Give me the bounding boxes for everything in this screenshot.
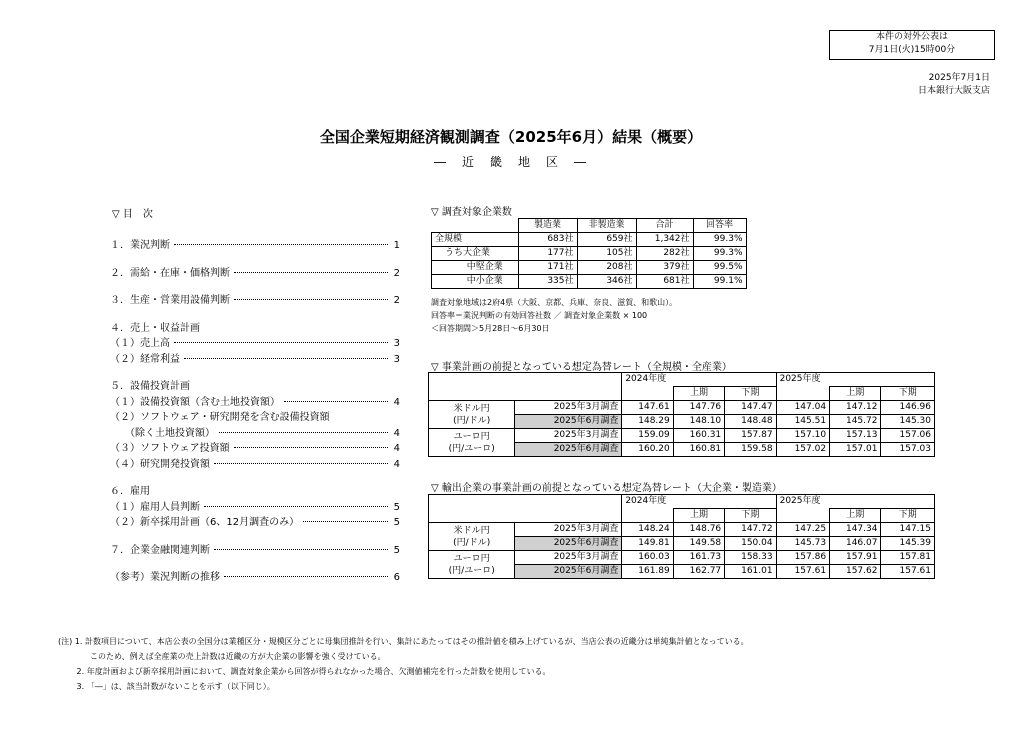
currency-pair-label	[429, 523, 515, 551]
currency-unit: (円/ユーロ)	[448, 443, 495, 454]
toc-leader-dots	[234, 447, 388, 448]
toc-leader-dots	[214, 463, 388, 464]
fiscal-year-label: 2025年度	[776, 495, 934, 509]
survey-cell: 379社	[636, 261, 693, 275]
survey-row-label: 中小企業	[432, 275, 519, 289]
rate-cell: 149.81	[622, 537, 673, 551]
currency-pair-label	[429, 429, 515, 457]
survey-column-header: 製造業	[518, 219, 577, 233]
survey-cell: 659社	[577, 233, 636, 247]
toc-item	[110, 439, 400, 455]
survey-note-line: ＜回答期間＞5月28日～6月30日	[431, 324, 550, 333]
rate-cell: 159.09	[622, 429, 673, 443]
rate-cell: 157.81	[881, 551, 935, 565]
rate-cell: 147.04	[776, 401, 829, 415]
branch-name: 日本銀行大阪支店	[917, 86, 990, 96]
survey-column-header: 非製造業	[577, 219, 636, 233]
survey-cell: 681社	[636, 275, 693, 289]
full-year-label	[776, 387, 829, 401]
toc-leader-dots	[234, 299, 388, 300]
table-row	[429, 429, 935, 443]
half-year-label: 下期	[881, 509, 935, 523]
toc-item-label: （１）売上高	[110, 338, 170, 349]
toc-item-page: 5	[393, 544, 400, 556]
toc-item-label: （２）ソフトウェア・研究開発を含む設備投資額	[110, 412, 330, 423]
toc-item	[110, 408, 400, 424]
rate-cell: 147.72	[725, 523, 776, 537]
currency-name: ユーロ円	[453, 431, 490, 442]
release-notice-line-2: 7月1日(火)15時00分	[868, 45, 956, 55]
survey-cell: 346社	[577, 275, 636, 289]
toc-item-label: （４）研究開発投資額	[110, 458, 210, 470]
rate-cell: 157.87	[725, 429, 776, 443]
rate-cell: 162.77	[673, 565, 724, 579]
toc-item-label: （３）ソフトウェア投資額	[110, 443, 230, 454]
toc-item-label: １．業況判断	[110, 240, 170, 251]
survey-row-label: うち大企業	[432, 247, 519, 261]
toc-item-page: 2	[393, 267, 400, 279]
rate-cell: 146.96	[881, 401, 935, 415]
toc-item	[110, 264, 400, 280]
survey-cell: 105社	[577, 247, 636, 261]
footnote-line: このため、例えば全産業の売上計数は近畿の方が大企業の影響を強く受けている。	[58, 652, 386, 661]
toc-item-page: 2	[393, 295, 400, 306]
currency-pair-label	[429, 551, 515, 579]
toc-item-label: （２）経常利益	[110, 353, 180, 365]
rate-cell: 147.76	[673, 401, 724, 415]
rate-cell: 157.10	[776, 429, 829, 443]
rate-cell: 147.25	[776, 523, 829, 537]
currency-unit: (円/ドル)	[453, 415, 491, 426]
survey-cell: 683社	[518, 233, 577, 247]
exchange-rate-table-exporters	[428, 494, 935, 579]
table-row	[432, 233, 747, 247]
fiscal-year-label: 2024年度	[622, 495, 776, 509]
survey-column-header: 回答率	[693, 219, 746, 233]
half-year-label: 下期	[725, 387, 776, 401]
page-subtitle: ― 近 畿 地 区 ―	[433, 155, 588, 169]
survey-period-label: 2025年6月調査	[515, 537, 622, 551]
survey-notes	[431, 296, 677, 335]
toc-leader-dots	[184, 358, 388, 359]
table-row	[432, 247, 747, 261]
rate-cell: 148.76	[673, 523, 724, 537]
toc-item-page: 4	[393, 427, 400, 439]
survey-column-header: 合計	[636, 219, 693, 233]
footnote-line: (注) 1. 計数項目について、本店公表の全国分は業種区分・規模区分ごとに母集団推計を行い、集計にあたってはその推計値を積み上げているが、当店公表の近畿分は単純集計値となっている。	[58, 637, 749, 646]
survey-cell: 1,342社	[636, 233, 693, 247]
currency-name: 米ドル円	[453, 525, 490, 536]
footnote-line: 3. 「―」は、該当計数がないことを示す（以下同じ）。	[58, 682, 275, 691]
toc-item-label: （参考）業況判断の推移	[110, 572, 220, 583]
toc-item-page: 3	[393, 353, 400, 365]
toc-item-page: 5	[393, 517, 400, 528]
rate-cell: 145.30	[881, 415, 935, 429]
toc-item-label: ３．生産・営業用設備判断	[110, 295, 230, 306]
toc-item	[110, 393, 400, 409]
toc-item	[110, 482, 400, 498]
toc-item-label: ２．需給・在庫・価格判断	[110, 267, 230, 279]
toc-item-page: 4	[393, 458, 400, 470]
survey-cell: 335社	[518, 275, 577, 289]
table-of-contents	[110, 236, 400, 584]
survey-cell: 171社	[518, 261, 577, 275]
toc-item-page: 1	[393, 240, 400, 251]
rate-cell: 157.01	[830, 443, 881, 457]
toc-leader-dots	[174, 244, 388, 245]
toc-item	[110, 291, 400, 307]
survey-period-label: 2025年3月調査	[515, 551, 622, 565]
toc-item	[110, 568, 400, 584]
toc-leader-dots	[224, 576, 388, 577]
toc-leader-dots	[234, 272, 388, 273]
toc-item-page: 4	[393, 443, 400, 454]
release-notice-box	[829, 30, 995, 60]
toc-item-label: ６．雇用	[110, 486, 150, 497]
half-year-label: 上期	[830, 387, 881, 401]
rate-cell: 161.73	[673, 551, 724, 565]
toc-item-page: 4	[393, 396, 400, 408]
survey-note-line: 回答率＝業況判断の有効回答社数 ／ 調査対象企業数 × 100	[431, 311, 648, 320]
survey-cell: 282社	[636, 247, 693, 261]
rate-cell: 160.20	[622, 443, 673, 457]
table-row	[429, 523, 935, 537]
rate-corner-cell	[429, 373, 622, 401]
rate-cell: 146.07	[830, 537, 881, 551]
rate-cell: 157.03	[881, 443, 935, 457]
toc-item-label: ５．設備投資計画	[110, 381, 190, 392]
rate-cell: 157.06	[881, 429, 935, 443]
half-year-label: 上期	[673, 509, 724, 523]
rate-cell: 147.47	[725, 401, 776, 415]
rate-cell: 161.01	[725, 565, 776, 579]
rate-cell: 157.91	[830, 551, 881, 565]
toc-leader-dots	[303, 521, 388, 522]
half-year-label: 下期	[881, 387, 935, 401]
rate-cell: 150.04	[725, 537, 776, 551]
toc-item-page: 5	[393, 501, 400, 513]
toc-leader-dots	[174, 342, 388, 343]
survey-period-label: 2025年6月調査	[515, 415, 622, 429]
rate-cell: 157.86	[776, 551, 829, 565]
page-title: 全国企業短期経済観測調査（2025年6月）結果（概要）	[319, 128, 703, 146]
survey-note-line: 調査対象地域は2府4県（大阪、京都、兵庫、奈良、滋賀、和歌山）。	[431, 298, 678, 307]
full-year-label	[622, 509, 673, 523]
toc-item	[110, 334, 400, 350]
rate-cell: 145.73	[776, 537, 829, 551]
table-row	[429, 401, 935, 415]
survey-heading: ▽ 調査対象企業数	[431, 207, 512, 218]
rate-cell: 147.12	[830, 401, 881, 415]
rate-table-1-heading: ▽ 事業計画の前提となっている想定為替レート（全規模・全産業）	[431, 362, 732, 373]
survey-period-label: 2025年3月調査	[515, 429, 622, 443]
table-row	[429, 551, 935, 565]
currency-unit: (円/ユーロ)	[448, 565, 495, 576]
survey-period-label: 2025年6月調査	[515, 443, 622, 457]
survey-cell: 99.3%	[693, 247, 746, 261]
rate-cell: 161.89	[622, 565, 673, 579]
toc-item	[110, 455, 400, 471]
rate-cell: 157.13	[830, 429, 881, 443]
rate-cell: 160.03	[622, 551, 673, 565]
rate-cell: 148.24	[622, 523, 673, 537]
rate-cell: 147.34	[830, 523, 881, 537]
survey-period-label: 2025年3月調査	[515, 523, 622, 537]
survey-cell: 99.5%	[693, 261, 746, 275]
rate-cell: 159.58	[725, 443, 776, 457]
toc-item	[110, 513, 400, 529]
rate-header-row-1	[429, 373, 935, 387]
rate-cell: 148.29	[622, 415, 673, 429]
survey-count-table	[431, 218, 747, 289]
table-row	[432, 275, 747, 289]
rate-cell: 145.72	[830, 415, 881, 429]
toc-item-label: ４．売上・収益計画	[110, 322, 200, 334]
toc-item-label: （２）新卒採用計画（6、12月調査のみ）	[110, 517, 300, 528]
rate-cell: 157.61	[881, 565, 935, 579]
toc-leader-dots	[284, 401, 388, 402]
toc-item	[110, 424, 400, 440]
rate-cell: 148.10	[673, 415, 724, 429]
exchange-rate-table-all	[428, 372, 935, 457]
survey-cell: 99.1%	[693, 275, 746, 289]
rate-cell: 160.31	[673, 429, 724, 443]
full-year-label	[776, 509, 829, 523]
toc-item-label: （１）雇用人員判断	[110, 501, 200, 513]
toc-item	[110, 541, 400, 557]
rate-cell: 149.58	[673, 537, 724, 551]
full-year-label	[622, 387, 673, 401]
survey-corner-cell	[432, 219, 519, 233]
half-year-label: 上期	[830, 509, 881, 523]
rate-cell: 157.61	[776, 565, 829, 579]
table-row	[432, 261, 747, 275]
currency-name: ユーロ円	[453, 553, 490, 564]
survey-period-label: 2025年3月調査	[515, 401, 622, 415]
release-notice-line-1: 本件の対外公表は	[875, 32, 948, 42]
rate-table-2-heading: ▽ 輸出企業の事業計画の前提となっている想定為替レート（大企業・製造業）	[431, 483, 782, 494]
toc-item	[110, 319, 400, 335]
currency-unit: (円/ドル)	[453, 537, 491, 548]
survey-cell: 177社	[518, 247, 577, 261]
publish-date: 2025年7月1日	[928, 73, 990, 83]
rate-cell: 158.33	[725, 551, 776, 565]
survey-row-label: 全規模	[432, 233, 519, 247]
toc-item	[110, 498, 400, 514]
rate-cell: 157.62	[830, 565, 881, 579]
survey-cell: 208社	[577, 261, 636, 275]
toc-item-page: 3	[393, 338, 400, 349]
toc-item-label: （１）設備投資額（含む土地投資額）	[110, 396, 280, 408]
rate-cell: 145.39	[881, 537, 935, 551]
rate-cell: 148.48	[725, 415, 776, 429]
rate-header-row-1	[429, 495, 935, 509]
header-date-block	[918, 72, 990, 98]
survey-row-label: 中堅企業	[432, 261, 519, 275]
fiscal-year-label: 2025年度	[776, 373, 934, 387]
rate-cell: 147.61	[622, 401, 673, 415]
survey-cell: 99.3%	[693, 233, 746, 247]
toc-item	[110, 236, 400, 252]
rate-cell: 145.51	[776, 415, 829, 429]
rate-cell: 147.15	[881, 523, 935, 537]
toc-leader-dots	[204, 506, 388, 507]
toc-item-label: ７．企業金融関連判断	[110, 544, 210, 556]
toc-item-label: （除く土地投資額）	[110, 427, 215, 439]
toc-item	[110, 377, 400, 393]
toc-item-page: 6	[393, 572, 400, 583]
half-year-label: 上期	[673, 387, 724, 401]
fiscal-year-label: 2024年度	[622, 373, 776, 387]
currency-name: 米ドル円	[453, 403, 490, 414]
footnote-line: 2. 年度計画および新卒採用計画において、調査対象企業から回答が得られなかった場合、欠測値補完を行った計数を使用している。	[58, 667, 551, 676]
toc-leader-dots	[214, 549, 388, 550]
currency-pair-label	[429, 401, 515, 429]
survey-period-label: 2025年6月調査	[515, 565, 622, 579]
rate-corner-cell	[429, 495, 622, 523]
rate-cell: 157.02	[776, 443, 829, 457]
survey-header-row	[432, 219, 747, 233]
toc-item	[110, 350, 400, 366]
rate-cell: 160.81	[673, 443, 724, 457]
toc-heading: ▽ 目 次	[112, 209, 153, 220]
toc-leader-dots	[219, 432, 388, 433]
half-year-label: 下期	[725, 509, 776, 523]
footnotes	[58, 634, 749, 694]
